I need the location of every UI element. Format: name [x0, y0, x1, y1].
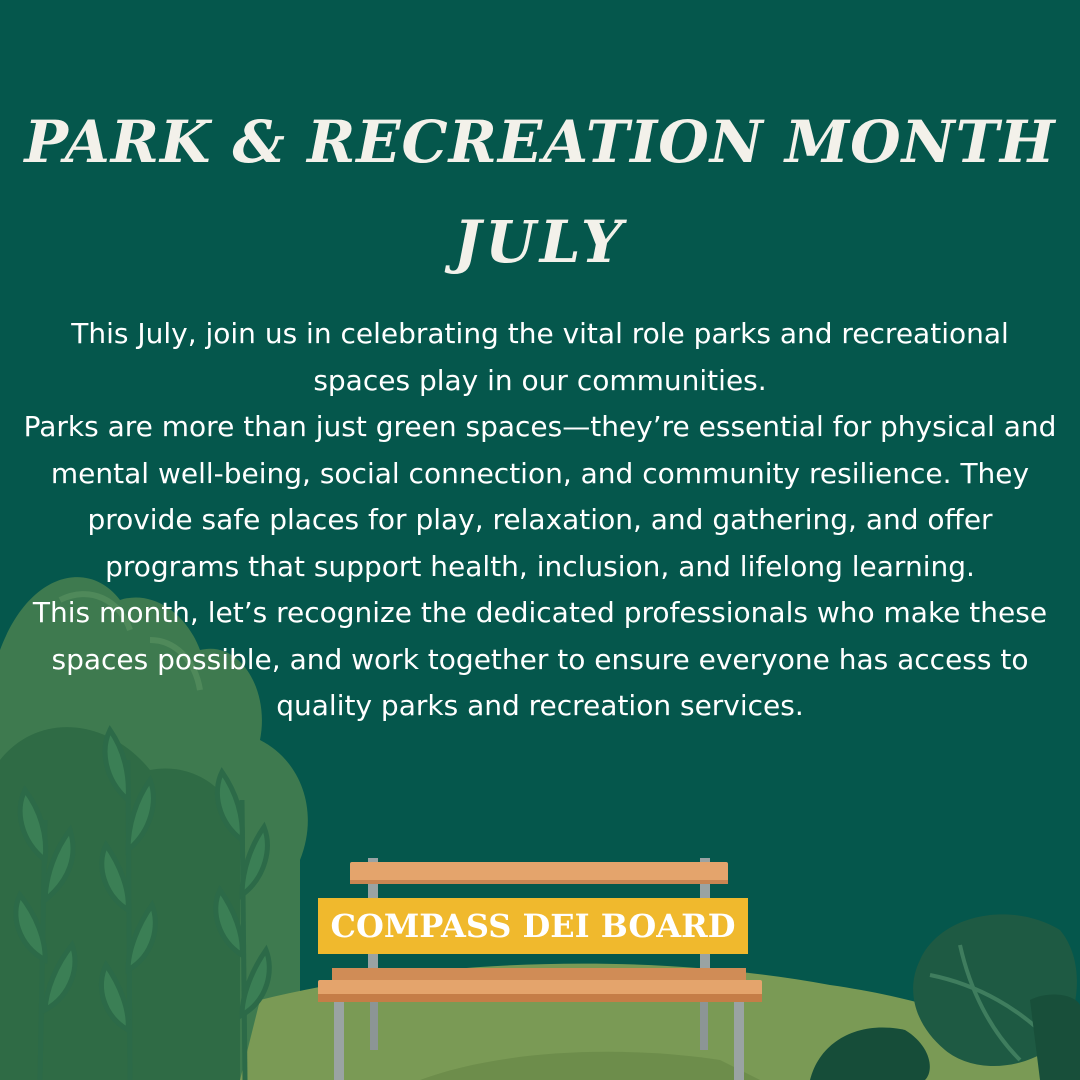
- bench-sign: [318, 898, 748, 954]
- paragraph-benefits: Parks are more than just green spaces—they’re essential for physical and mental well-being, social connection, and community resilience. They provide safe places for play, relaxation, and gathering, and offer programs that support health, inclusion, and lifelong learning.: [23, 410, 1057, 583]
- paragraph-call-to-action: This month, let’s recognize the dedicated professionals who make these spaces possible, and work together to ensure everyone has access to quality parks and recreation services.: [32, 596, 1048, 722]
- month-heading: JULY: [453, 208, 627, 276]
- sign-label: COMPASS DEI BOARD: [330, 907, 736, 945]
- page-title: PARK & RECREATION MONTH: [24, 108, 1056, 176]
- paragraph-intro: This July, join us in celebrating the vital role parks and recreational spaces play in our communities.: [71, 317, 1009, 397]
- body-text: [20, 311, 1060, 730]
